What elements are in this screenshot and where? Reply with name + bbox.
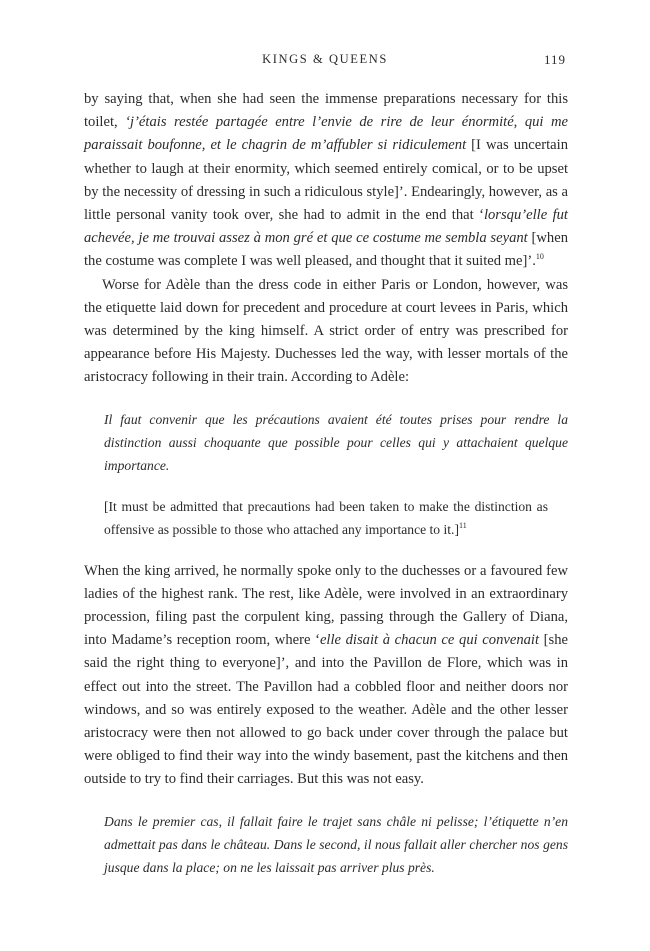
p1-italic-quote-1: ‘j’étais restée partagée entre l’envie de rire de leur énormité, qui me paraissait boufonne, et le chagrin de m’affubler si ridiculement: [84, 114, 568, 154]
footnote-marker-10: 10: [535, 252, 544, 262]
paragraph-1: [84, 88, 568, 274]
p1-text-2: [I was uncertain whether to laugh at their enormity, which seemed entirely comical, or to be upset by the necessity of dressing in such a ridiculous style]’. Endearingly, however, as a little personal vanity took over, she had to admit in the end that ‘: [84, 137, 568, 224]
footnote-marker-11: 11: [458, 521, 467, 531]
paragraph-2: Worse for Adèle than the dress code in either Paris or London, however, was the etiquette laid down for precedent and procedure at court levees in Paris, which was determined by the king himself. A strict order of entry was prescribed for appearance before His Majesty. Duchesses led the way, with lesser mortals of the aristocracy following in their train. According to Adèle:: [84, 276, 568, 386]
page-number: 119: [543, 52, 566, 67]
paragraph-3: [84, 560, 568, 792]
translation-text: [It must be admitted that precautions had been taken to make the distinction as offensive as possible to those who attached any importance to it.]: [104, 499, 548, 538]
p1-italic-quote-2: lorsqu’elle fut achevée, je me trouvai assez à mon gré et que ce costume me sembla seyant: [84, 207, 568, 247]
p3-italic-quote: elle disait à chacun ce qui convenait: [319, 632, 540, 649]
block-quote-french-1: Il faut convenir que les précautions avaient été toutes prises pour rendre la distinction aussi choquante que possible pour celles qui y attachaient quelque importance.: [104, 411, 568, 474]
p1-text-1: by saying that, when she had seen the immense preparations necessary for this toilet,: [84, 91, 568, 131]
body-text: [84, 88, 568, 879]
running-title: KINGS & QUEENS: [262, 52, 388, 66]
p1-text-3: [when the costume was complete I was well pleased, and thought that it suited me]’.: [84, 230, 568, 270]
block-quote-translation-1: [104, 495, 548, 541]
p3-text-1: When the king arrived, he normally spoke only to the duchesses or a favoured few ladies of the highest rank. The rest, like Adèle, were involved in an extraordinary procession, filing past the corpulent king, passing through the Gallery of Diana, into Madame’s reception room, where ‘: [84, 562, 568, 649]
running-head: [84, 52, 566, 72]
block-quote-french-2: Dans le premier cas, il fallait faire le trajet sans châle ni pelisse; l’étiquette n’en admettait pas dans le château. Dans le second, il nous fallait aller chercher nos gens jusque dans la place; on ne les laissait pas arriver plus près.: [104, 813, 568, 876]
p3-text-2: [she said the right thing to everyone]’, and into the Pavillon de Flore, which was in effect out into the street. The Pavillon had a cobbled floor and neither doors nor windows, and so was entirely exposed to the weather. Adèle and the other lesser aristocracy were then not allowed to go back under cover through the palace but were obliged to find their way into the windy basement, past the kitchens and then outside to try to find their carriages. But this was not easy.: [84, 632, 568, 788]
